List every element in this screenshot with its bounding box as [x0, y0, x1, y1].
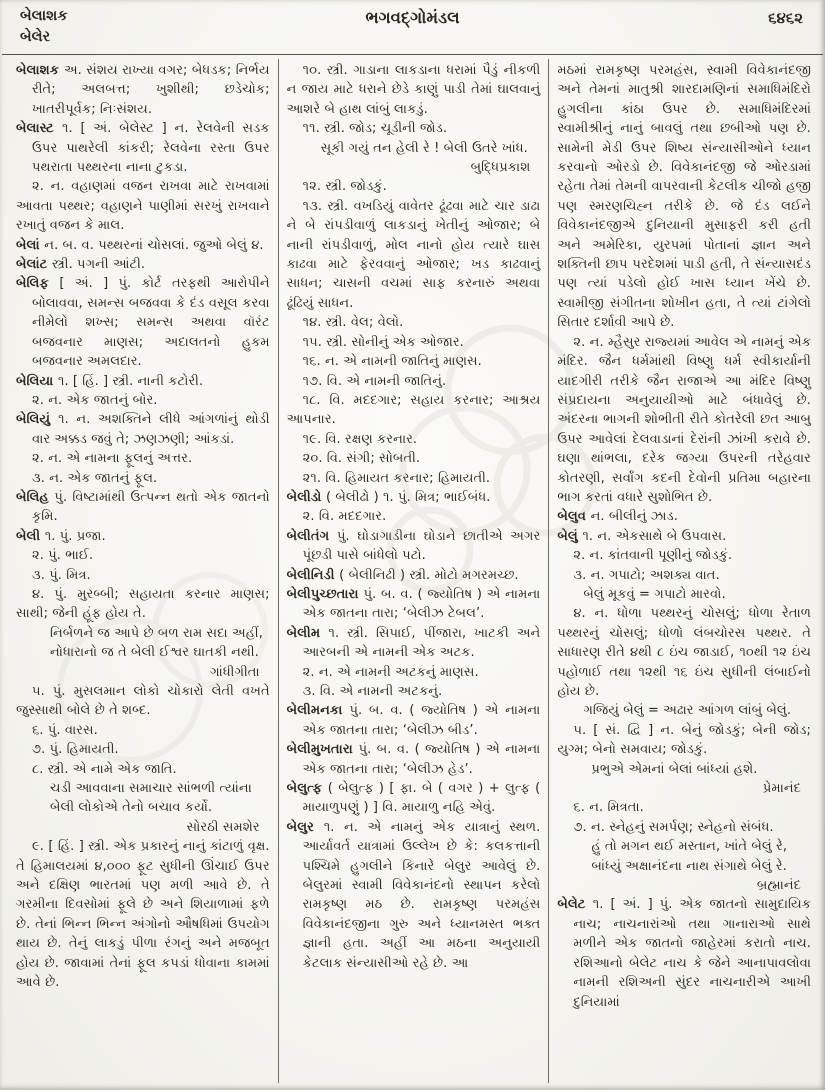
headword: બેલીનિડી	[286, 567, 340, 583]
entry-sense: ૨. પું. ભાઈ.	[32, 548, 94, 564]
headword: બેલીડો	[286, 489, 326, 505]
dictionary-entry: બેલી ૧. પું. પ્રજા.	[16, 528, 106, 544]
entry-sense: ૯. [ હિં. ] સ્ત્રી. એક પ્રકારનું નાનું કાંટાળું વૃક્ષ. તે હિમાલયમાં ૪,૦૦૦ ફૂટ સુધીની ઊંચાઈ ઉપર અને દક્ષિણ ભારતમાં પણ મળી આવે છે. તે ગરમીના દિવસોમાં ફૂલે છે અને શિયાળામાં ફળે છે. તેનાં ભિન્ન ભિન્ન અંગોનો ઔષધિમાં ઉપયોગ થાય છે. તેનું લાકડું પીળા રંગનું અને મજબૂત હોય છે. જાવામાં તેનાં ફૂલ કપડાં ધોવાના કામમાં આવે છે.	[16, 839, 270, 991]
entry-sense: ૧૦. સ્ત્રી. ગાડાના લાકડાના ધરામાં પૈડું નીકળી ન જાય માટે ધરાને છેડે કાણું પાડી તેમાં ઘાલવાનું આશરે બે હાથ લાંબું લાકડું.	[286, 63, 541, 117]
entry-sense: ૧૩. સ્ત્રી. વખડિયું વાવેતર ઢૂંઢવા માટે ચાર ડાઢા ને બે રાંપડીવાળું લાકડાનું ખેતીનું ઓજાર; બે નાની રાંપડીવાળું, મોલ નાનો હોય ત્યારે ઘાસ કાઢવા માટે ફેરવવાનું ઓજાર; ખડ કાઢવાનું સાધન; ચાસની વચમાં સાફ કરનારું અથવા ઢૂંઢિયું સાધન.	[286, 198, 541, 311]
entry-cite: ગાંધીગીતા	[210, 664, 260, 680]
verse-line: બાંધ્યું અક્ષાનંદના નાથ સંગાથે બેલું રે.	[591, 858, 787, 874]
verse-line: નોધારાનો જ તે બેલી ઈશ્વર ઘાતકી નથી.	[50, 645, 259, 661]
entry-idiom: બેલું મૂકવું = ગપાટો મારવો.	[583, 586, 726, 602]
dictionary-entry: બેલુત્ફ ( બેલુત્ફ ) [ ફા. બે ( વગર ) + લુત્ફ ( માયાળુપણું ) ] વિ. માયાળુ નહિ એવું.	[286, 781, 541, 816]
entry-sense: ૧૭. વિ. એ નામની જાતિનું.	[302, 373, 447, 389]
dictionary-entry: બેલીમુખતારા પું. બ. વ. ( જ્યોતિષ ) એ નામના એક જાતના તારા; ‘બેલીઝ હેડ’.	[286, 742, 541, 777]
dictionary-entry: બેલીનિડી ( બેલીનિઢી ) સ્ત્રી. મોટો મગરમચ્છ.	[286, 567, 519, 583]
entry-sense: ૬. ન. મિત્રતા.	[573, 800, 644, 816]
dictionary-entry: બેલાંટ સ્ત્રી. પગની આંટી.	[16, 257, 146, 273]
entry-sense: ૧૯. વિ. રક્ષણ કરનાર.	[302, 431, 418, 447]
dictionary-entry: બેલીતંગ પું. ઘોડાગાડીના ઘોડાને છાતીએ અગર પૂંછડી પાસે બાંધેલો પટો.	[286, 528, 541, 564]
entry-sense: ૧૧. સ્ત્રી. જોડ; ચૂડીની જોડ.	[302, 121, 448, 137]
entry-sense: ૨. ન. એક જાતનું બોર.	[32, 392, 158, 408]
headword: બેલિફ	[16, 276, 60, 292]
entry-sense: ૨. ન. કાંતવાની પૂણીનું જોડકું.	[573, 548, 733, 564]
dictionary-entry: બેલુર ૧. ન. એ નામનું એક યાત્રાનું સ્થળ. આર્યાવર્ત યાત્રામાં ઉલ્લેખ છે કે: કલકત્તાની પશ્ચિમે હુગલીને કિનારે બેલુર આવેલું છે. બેલુરમાં સ્વામી વિવેકાનંદનો સ્થાપન કરેલો રામકૃષ્ણ મઠ છે. રામકૃષ્ણ પરમહંસ વિવેકાનંદજીના ગુરુ અને ધ્યાનમસ્ત ભક્ત જ્ઞાની હતા. અહીં આ મઠના અનુયાયી કેટલાક સંન્યાસીઓ રહે છે. આ	[286, 819, 541, 971]
dictionary-entry: બેલાશક અ. સંશય રાખ્યા વગર; બેધડક; નિર્ભય રીતે; અલબત્ત; ખુશીથી; છડેચોક; ખાતરીપૂર્વક; નિઃસંશય.	[16, 63, 270, 117]
entry-sense: ૭. ન. સ્નેહનું સમર્પણ; સ્નેહનો સંબંધ.	[573, 819, 774, 835]
entry-quote: પ્રભુએ એમનાં બેલાં બાંધ્યાં હશે.	[591, 761, 758, 777]
verse-line: હું તો મગન થઈ મસ્તાન, ખાંતે બેલું રે,	[591, 839, 788, 855]
entry-quote: ચડી આવવાના સમાચાર સાંભળી ત્યાંના બેલી લોકોએ તેનો બચાવ કર્યો.	[50, 781, 252, 816]
entry-cite: સોરઠી સમશેર	[186, 819, 260, 835]
entry-sense: ૨૧. વિ. હિમાયત કરનાર; હિમાયતી.	[302, 470, 491, 486]
verse-line: નિર્બળને જ આપે છે બળ રામ સદા અહીં,	[50, 625, 263, 641]
entry-cont: મઠમાં રામકૃષ્ણ પરમહંસ, સ્વામી વિવેકાનંદજી અને તેમનાં માતુશ્રી શારદામણિનાં સમાધિમંદિરો હુગલીના કાંઠા ઉપર છે. સમાધિમંદિરમાં સ્વામીશ્રીનું નાનું બાવલું તથા છબીઓ પણ છે. સામેની મેડી ઉપર શિષ્ય સંન્યાસીઓને ધ્યાન કરવાનો ઓરડો છે. વિવેકાનંદજી જે ઓરડામાં રહેતા તેમાં તેમની વાપરવાની કેટલીક ચીજો હજી પણ સ્મરણચિહ્ન તરીકે છે. જે દંડ લઈને વિવેકાનંદજીએ દુનિયાની મુસાફરી કરી હતી અને અમેરિકા, યુરપમાં પોતાનાં જ્ઞાન અને શક્તિની છાપ પરદેશમાં પાડી હતી, તે સંન્યાસદંડ પણ ત્યાં પડેલો હોઈ ખાસ ધ્યાન ખેંચે છે. સ્વામીજી સંગીતના શોખીન હતા, તે ત્યાં ટાંગેલો સિતાર દર્શાવી આપે છે.	[557, 63, 812, 331]
dictionary-entry: બેલાસ્ટ ૧. [ અં. બેલેસ્ટ ] ન. રેલવેની સડક ઉપર પાથરેલી કાંકરી; રેલવેના રસ્તા ઉપર પથરાતા પથ્થરના નાના ટુકડા.	[16, 121, 270, 176]
headword: બેલુવ	[557, 509, 591, 525]
entry-sense: ૨૦. વિ. સંગી; સોબતી.	[302, 451, 421, 467]
entry-sense: ૨. ન. મ્હૈસુર રાજ્યમાં આવેલ એ નામનું એક મંદિર. જૈન ધર્મમાંથી વિષ્ણુ ધર્મ સ્વીકાર્યાની યાદગીરી તરીકે જૈન રાજાએ આ મંદિર વિષ્ણુ સંપ્રદાયના અનુયાયીઓ માટે બંધાવેલું છે. અંદરના ભાગની શોભીતી રીતે કોતરેલી છત આબુ ઉપર આવેલાં દેલવાડાનાં દેરાંની ઝાંખી કરાવે છે. ઘણા થાંભલા, દરેક જગ્યા ઉપરની તરેહવાર કોતરણી, સર્વાંગ કદની દેવોની પ્રતિમા બહારના ભાગ કરતાં વધારે સુશોભિત છે.	[557, 334, 812, 505]
headword: બેલેટ	[557, 897, 593, 913]
text-columns	[0, 55, 825, 1083]
entry-sense: ૩. ન. એક જાતનું ફૂલ.	[32, 470, 158, 486]
page-number: ૬૪૬૨	[768, 9, 803, 27]
entry-sense: ૩. વિ. એ નામની અટકનું.	[302, 684, 443, 699]
column-left	[8, 59, 278, 1083]
entry-cite: બુદ્ધિપ્રકાશ	[470, 160, 531, 176]
entry-sense: ૧૮. વિ. મદદગાર; સહાય કરનાર; આશ્રય આપનાર.	[286, 392, 541, 428]
headword: બેલિયું	[16, 412, 59, 428]
dictionary-entry: બેલું ૧. ન. એકસાથે બે ઉપવાસ.	[557, 528, 727, 544]
headword: બેલિયા	[16, 373, 58, 389]
dictionary-entry: બેલીડો ( બેલીઢો ) ૧. પું. મિત્ર; ભાઈબંધ.	[286, 489, 491, 505]
column-middle	[278, 59, 550, 1083]
entry-sense: ૫. [ સં. દ્વિ ] ન. બેનું જોડકું; બેની જોડ; યુગ્મ; બેનો સમવાય; જોડકું.	[557, 722, 812, 758]
headword: બેલીમુખતારા	[286, 742, 359, 758]
dictionary-entry: બેલીમ ૧. સ્ત્રી. સિપાઈ, પીંજારા, ખાટકી અને આરબની એ નામની એક અટક.	[286, 625, 541, 661]
headword: બેલાશક	[16, 63, 64, 78]
dictionary-entry: બેલુવ ન. બીલીનું ઝાડ.	[557, 509, 678, 525]
entry-idiom: ગજિયું બેલું = અઢાર આંગળ લાંબું બેલું.	[583, 703, 792, 719]
entry-sense: ૨. વિ. મદદગાર.	[302, 509, 387, 525]
headword: બેલુર	[286, 819, 324, 835]
headword: બેલી	[16, 528, 45, 544]
dictionary-entry: બેલિયું ૧. ન. અશક્તિને લીધે આંગળાંનું થોડી વાર અક્કડ જવું તે; ઝણઝણી; આંકડાં.	[16, 412, 270, 447]
dictionary-entry: બેલીપુચ્છતારા પું. બ. વ. ( જ્યોતિષ ) એ નામના એક જાતના તારા; ‘બેલીઝ ટેબલ’.	[286, 586, 541, 622]
entry-sense: ૫. પું. મુસલમાન લોકો ચોકારો લેતી વખતે જુસ્સાથી બોલે છે તે શબ્દ.	[16, 684, 270, 719]
dictionary-entry: બેલીમનકા પું. બ. વ. ( જ્યોતિષ ) એ નામના એક જાતના તારા; ‘બેલીઝ બીડ’.	[286, 703, 541, 738]
headword: બેલીમ	[286, 625, 329, 641]
headword: બેલિહ	[16, 489, 55, 505]
entry-quote: સૂકી ગયું તન હેલી રે ! બેલી ઉતરે ખાંધ.	[320, 140, 528, 156]
column-right	[549, 59, 819, 1083]
entry-sense: ૬. પું. વારસ.	[32, 722, 98, 738]
dictionary-entry: બેલિફ [ અં. ] પું. કોર્ટ તરફથી આરોપીને બોલાવવા, સમન્સ બજવવા કે દંડ વસૂલ કરવા નીમેલો શખ્સ; સમન્સ અથવા વૉરંટ બજવનાર માણસ; અદાલતનો હુકમ બજવનાર અમલદાર.	[16, 276, 270, 370]
guide-word-last: બેલેર	[20, 29, 51, 45]
entry-sense: ૨. ન. એ નામના ફૂલનું અત્તર.	[32, 451, 193, 467]
entry-sense: ૧૪. સ્ત્રી. વેલ; વેલો.	[302, 315, 404, 331]
entry-sense: ૧૬. ન. એ નામની જાતિનું માણસ.	[302, 354, 482, 370]
guide-word-first: બેલાશક	[20, 8, 68, 24]
headword: બેલીમનકા	[286, 703, 350, 719]
headword: બેલીપુચ્છતારા	[286, 586, 364, 602]
dictionary-entry: બેલિહ પું. વિષ્ટામાંથી ઉત્પન્ન થતો એક જાતનો કૃમિ.	[16, 489, 270, 525]
headword: બેલાં	[16, 237, 45, 253]
entry-sense: ૭. પું. હિમાયતી.	[32, 742, 119, 758]
dictionary-entry: બેલાં ન. બ. વ. પથ્થરનાં ચોસલાં. જુઓ બેલું ૪.	[16, 237, 264, 253]
headword: બેલીતંગ	[286, 528, 337, 544]
page-header	[0, 0, 825, 54]
dictionary-entry: બેલિયા ૧. [ હિં. ] સ્ત્રી. નાની કટોરી.	[16, 373, 204, 389]
headword: બેલાસ્ટ	[16, 121, 63, 137]
entry-sense: ૨. ન. વહાણમાં વજન રાખવા માટે રાખવામાં આવતા પથ્થર; વહાણને પાણીમાં સરખું રાખવાને રખાતું વજન કે માલ.	[16, 179, 270, 234]
entry-cite: પ્રેમાનંદ	[762, 781, 802, 797]
headword: બેલુત્ફ	[286, 781, 328, 797]
entry-quote	[557, 837, 811, 876]
entry-sense: ૮. સ્ત્રી. એ નામે એક જાતિ.	[32, 761, 177, 777]
headword: બેલું	[557, 528, 583, 544]
entry-sense: ૪. ન. ધોળા પથ્થરનું ચોસલું; ધોળા રેતાળ પથ્થરનું ચોસલું; ધોળો લંબચોરસ પથ્થર. તે સાધારણ રીતે ૪થી ૮ ઇંચ જાડાઈ, ૧૦થી ૧૨ ઇંચ પહોળાઈ તથા ૧૨થી ૧૬ ઇંચ સુધીની લંબાઈનો હોય છે.	[557, 606, 812, 699]
entry-sense: ૩. પું. મિત્ર.	[32, 567, 91, 583]
entry-quote	[16, 624, 270, 663]
entry-sense: ૧૫. સ્ત્રી. સોનીનું એક ઓજાર.	[302, 334, 464, 350]
headword: બેલાંટ	[16, 257, 52, 273]
entry-sense: ૨. ન. એ નામની અટકનું માણસ.	[302, 664, 479, 680]
entry-sense: ૧૨. સ્ત્રી. જોડકું.	[302, 179, 387, 195]
entry-sense: ૪. પું. મુરબ્બી; સહાયતા કરનાર માણસ; સાથી; જેની હૂંફ હોય તે.	[16, 586, 270, 622]
dictionary-entry: બેલેટ ૧. [ અં. ] પું. એક જાતનો સામુદાયિક નાચ; નાચનારાંઓ તથા ગાનારાઓ સાથે મળીને એક જાતનો જાહેરમાં કરાતો નાચ. રશિઆનો બેલેટ નાચ કે જેને આનાપાવલોવા નામની રશિઅની સુંદર નાચનારીએ આખી દુનિયામાં	[557, 897, 812, 1010]
book-title: ભગવદ્ગોમંડલ	[365, 8, 460, 27]
entry-sense: ૩. ન. ગપાટો; અશક્ય વાત.	[573, 567, 720, 583]
entry-cite: બ્રહ્માનંદ	[756, 878, 802, 894]
